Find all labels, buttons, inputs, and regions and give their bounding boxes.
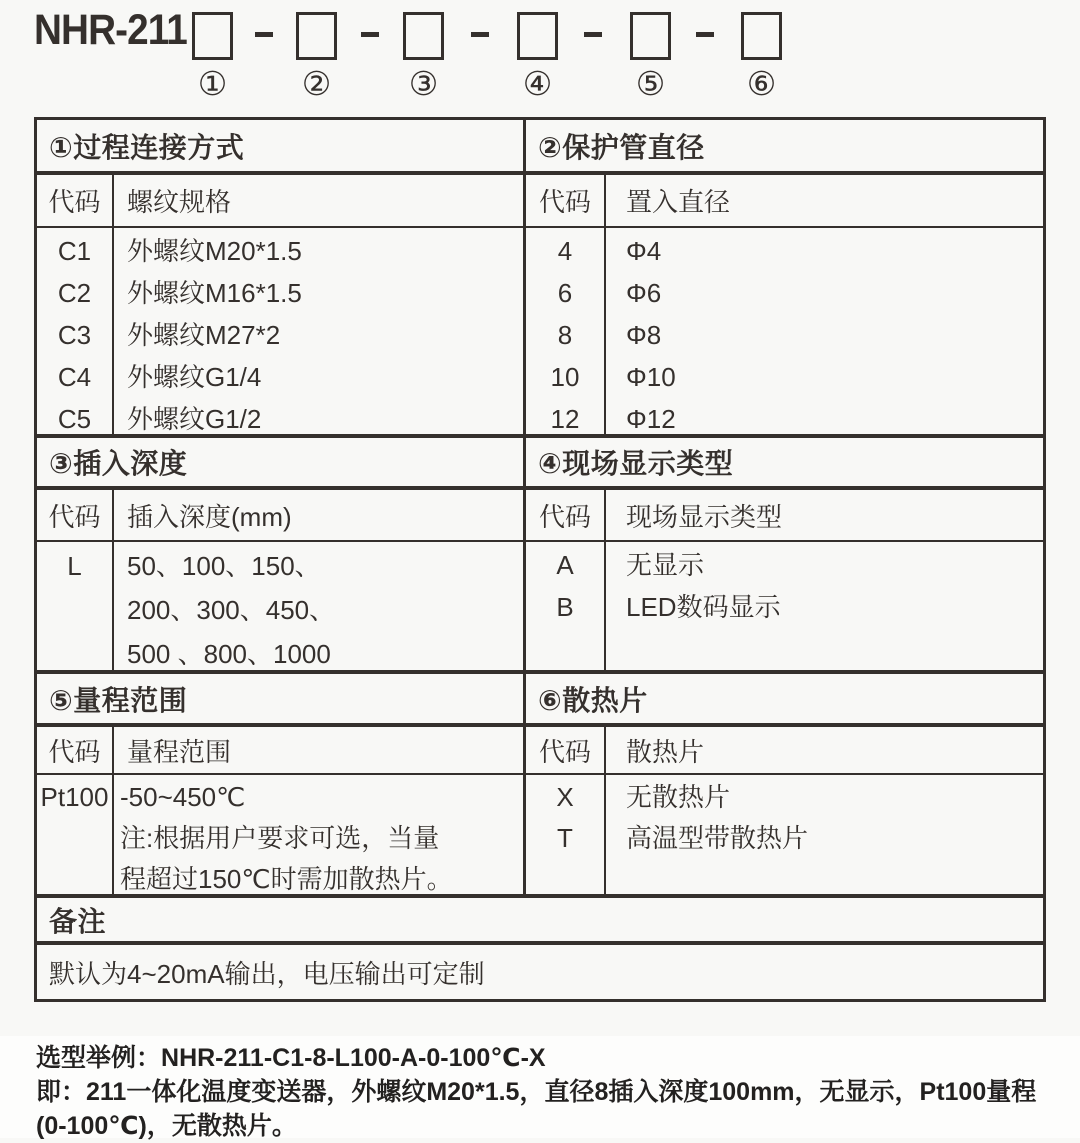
code-value: 12 bbox=[550, 404, 580, 434]
desc-value: 50、100、150、 bbox=[127, 551, 321, 581]
code-column bbox=[37, 542, 112, 670]
desc-value: 外螺纹M16*1.5 bbox=[127, 278, 302, 308]
desc-column bbox=[112, 542, 523, 670]
desc-value: -50~450℃ bbox=[120, 782, 246, 812]
column-header-desc: 置入直径 bbox=[604, 175, 1043, 226]
circle-number-4: ④ bbox=[522, 64, 553, 103]
column-header-code: 代码 bbox=[48, 736, 101, 767]
desc-value: 无散热片 bbox=[626, 782, 731, 812]
code-value: 4 bbox=[557, 236, 573, 266]
desc-value: 程超过150℃时需加散热片。 bbox=[120, 864, 453, 894]
code-value: C3 bbox=[57, 320, 92, 350]
circle-number-6: ⑥ bbox=[746, 64, 777, 103]
dash-separator bbox=[361, 32, 379, 37]
model-prefix: NHR-211 bbox=[34, 6, 187, 54]
desc-value: 外螺纹M20*1.5 bbox=[127, 236, 302, 266]
desc-value: 注:根据用户要求可选，当量 bbox=[120, 823, 440, 853]
desc-value: 200、300、450、 bbox=[127, 595, 336, 625]
section-2-title: ②保护管直径 bbox=[538, 131, 705, 163]
desc-column bbox=[604, 775, 1043, 894]
desc-value: 500 、800、1000 bbox=[127, 639, 331, 669]
column-header-band-2 bbox=[37, 490, 1043, 542]
code-box-5 bbox=[630, 12, 671, 60]
column-header-desc: 螺纹规格 bbox=[112, 175, 523, 226]
section-3-title: ③插入深度 bbox=[37, 438, 526, 486]
dash-separator bbox=[471, 32, 489, 37]
desc-value: Φ12 bbox=[626, 404, 676, 434]
selection-example bbox=[36, 1041, 1066, 1143]
code-value: T bbox=[557, 823, 573, 853]
code-value: A bbox=[556, 550, 574, 580]
model-code-diagram bbox=[0, 0, 1080, 117]
section-header-band-3 bbox=[37, 674, 1043, 727]
section-4-title: ④现场显示类型 bbox=[538, 448, 734, 479]
code-column bbox=[526, 775, 604, 894]
example-label: 选型举例： bbox=[36, 1044, 162, 1072]
desc-column bbox=[604, 228, 1043, 434]
section-1-title: ①过程连接方式 bbox=[37, 120, 526, 171]
code-box-6 bbox=[741, 12, 782, 60]
code-column bbox=[526, 228, 604, 434]
section-6-title: ⑥散热片 bbox=[538, 684, 648, 716]
circle-number-1: ① bbox=[197, 64, 228, 103]
code-value: 6 bbox=[557, 278, 573, 308]
code-box-4 bbox=[517, 12, 558, 60]
desc-column bbox=[112, 775, 523, 894]
code-value: 8 bbox=[557, 320, 573, 350]
desc-value: Φ10 bbox=[626, 362, 676, 392]
selection-table bbox=[34, 117, 1046, 1002]
code-value: C4 bbox=[57, 362, 92, 392]
code-value: C2 bbox=[57, 278, 92, 308]
code-box-1 bbox=[192, 12, 233, 60]
desc-value: Φ4 bbox=[626, 236, 662, 266]
desc-value: Φ6 bbox=[626, 278, 662, 308]
code-column bbox=[526, 542, 604, 670]
code-box-3 bbox=[403, 12, 444, 60]
desc-column bbox=[604, 542, 1043, 670]
code-value: C5 bbox=[57, 404, 92, 434]
dash-separator bbox=[584, 32, 602, 37]
section-header-band-1 bbox=[37, 120, 1043, 175]
remarks-title: 备注 bbox=[49, 905, 107, 937]
example-line-3: (0-100℃)，无散热片。 bbox=[36, 1112, 297, 1140]
desc-value: 外螺纹G1/2 bbox=[127, 404, 262, 434]
remarks-content-band bbox=[37, 945, 1043, 999]
dash-separator bbox=[255, 32, 273, 37]
code-value: Pt100 bbox=[40, 782, 109, 812]
code-column bbox=[37, 775, 112, 894]
column-header-code: 代码 bbox=[48, 501, 101, 532]
desc-value: 外螺纹M27*2 bbox=[127, 320, 281, 350]
desc-value: 外螺纹G1/4 bbox=[127, 362, 262, 392]
column-header-desc: 插入深度(mm) bbox=[112, 490, 523, 540]
column-header-code: 代码 bbox=[538, 501, 591, 532]
column-header-code: 代码 bbox=[538, 736, 591, 767]
desc-value: 高温型带散热片 bbox=[626, 823, 809, 853]
example-line-1 bbox=[36, 1041, 1066, 1075]
column-header-band-3 bbox=[37, 727, 1043, 775]
circle-number-2: ② bbox=[301, 64, 332, 103]
data-band-3 bbox=[37, 775, 1043, 898]
circle-number-3: ③ bbox=[408, 64, 439, 103]
column-header-desc: 散热片 bbox=[604, 727, 1043, 773]
desc-value: LED数码显示 bbox=[626, 592, 781, 622]
code-value: B bbox=[556, 592, 574, 622]
remarks-content: 默认为4~20mA输出，电压输出可定制 bbox=[49, 958, 485, 989]
column-header-band-1 bbox=[37, 175, 1043, 228]
column-header-code: 代码 bbox=[48, 187, 101, 217]
section-header-band-2 bbox=[37, 438, 1043, 490]
remarks-header-band bbox=[37, 898, 1043, 945]
desc-column bbox=[112, 228, 523, 434]
code-column bbox=[37, 228, 112, 434]
desc-value: 无显示 bbox=[626, 550, 705, 580]
dash-separator bbox=[696, 32, 714, 37]
example-line-2: 即：211一体化温度变送器，外螺纹M20*1.5，直径8插入深度100mm，无显示，Pt100量程 bbox=[36, 1078, 1037, 1106]
code-value: L bbox=[67, 551, 82, 581]
column-header-code: 代码 bbox=[538, 187, 591, 217]
data-band-1 bbox=[37, 228, 1043, 438]
column-header-desc: 现场显示类型 bbox=[604, 490, 1043, 540]
section-5-title: ⑤量程范围 bbox=[37, 674, 526, 723]
code-value: X bbox=[556, 782, 574, 812]
circle-number-5: ⑤ bbox=[635, 64, 666, 103]
code-value: C1 bbox=[57, 236, 92, 266]
data-band-2 bbox=[37, 542, 1043, 674]
column-header-desc: 量程范围 bbox=[112, 727, 523, 773]
example-value: NHR-211-C1-8-L100-A-0-100℃-X bbox=[161, 1044, 546, 1072]
desc-value: Φ8 bbox=[626, 320, 662, 350]
code-value: 10 bbox=[550, 362, 580, 392]
code-box-2 bbox=[296, 12, 337, 60]
